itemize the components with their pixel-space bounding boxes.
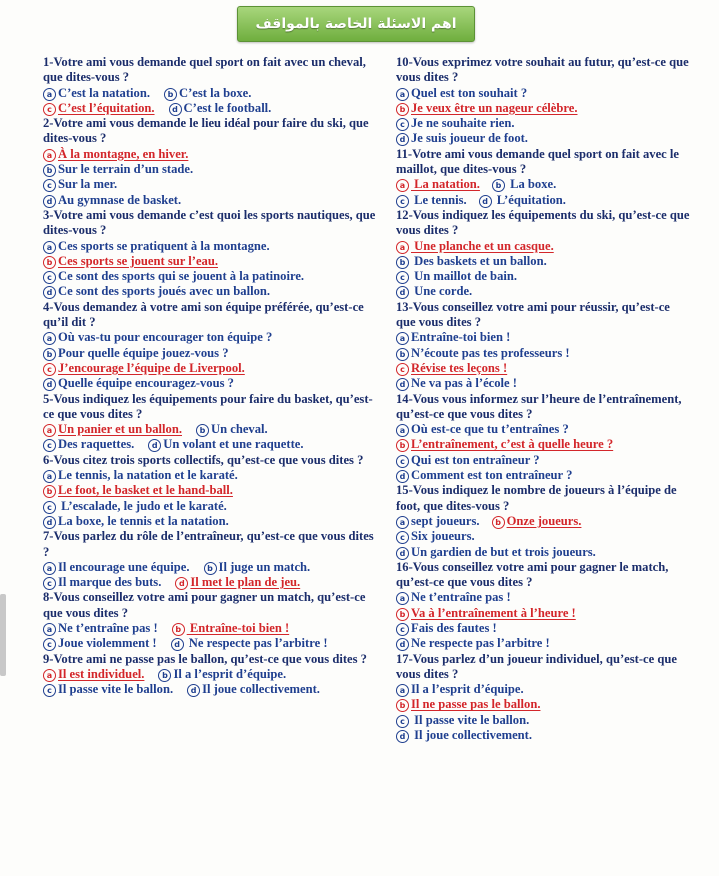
option-text: Des baskets et un ballon. [411, 253, 547, 268]
answer-option [187, 682, 320, 696]
answer-option [396, 269, 692, 284]
option-text: L’équitation. [493, 192, 566, 207]
option-text: Ce sont des sports joués avec un ballon. [58, 284, 271, 299]
option-text: Je ne souhaite rien. [411, 116, 515, 131]
option-text: Ne respecte pas l’arbitre ! [185, 636, 328, 651]
option-letter-icon: b [396, 699, 409, 712]
option-letter-icon: c [43, 271, 56, 284]
option-letter-icon: b [396, 256, 409, 269]
answer-option [43, 346, 377, 361]
question-text: 6-Vous citez trois sports collectifs, qu’est-ce que vous dites ? [43, 452, 364, 467]
answer-option [396, 330, 692, 345]
option-text: Un cheval. [211, 422, 268, 437]
answer-option [396, 621, 692, 636]
answer-option [396, 682, 692, 697]
question-block [396, 483, 692, 559]
option-text: Sur la mer. [58, 177, 118, 192]
answer-option [396, 545, 692, 560]
option-text: Ne va pas à l’école ! [411, 376, 517, 391]
option-letter-icon: c [396, 531, 409, 544]
correct-answer-option [43, 483, 377, 498]
option-letter-icon: d [396, 730, 409, 743]
answer-option [43, 330, 377, 345]
question-text: 15-Vous indiquez le nombre de joueurs à l’équipe de foot, que dites-vous ? [396, 483, 677, 513]
answer-option [396, 468, 692, 483]
question-block [43, 55, 377, 116]
option-text: Où vas-tu pour encourager ton équipe ? [58, 330, 273, 345]
option-letter-icon: b [492, 179, 505, 192]
option-text: Il juge un match. [218, 559, 311, 574]
option-letter-icon: a [43, 669, 56, 682]
question-block [43, 529, 377, 590]
question-block [43, 392, 377, 453]
option-text: Des raquettes. [58, 437, 135, 452]
correct-answer-option [492, 514, 582, 528]
correct-answer-option [396, 437, 692, 452]
option-row [43, 575, 377, 590]
answer-option [492, 177, 556, 191]
option-text: Je suis joueur de foot. [411, 131, 528, 146]
option-letter-icon: d [169, 103, 182, 116]
option-text: L’escalade, le judo et le karaté. [58, 498, 227, 513]
question-block [396, 560, 692, 652]
option-letter-icon: c [43, 179, 56, 192]
option-letter-icon: b [158, 669, 171, 682]
option-text: Un panier et un ballon. [58, 422, 182, 437]
option-row [43, 422, 377, 437]
option-text: Joue violemment ! [58, 636, 157, 651]
option-letter-icon: a [43, 332, 56, 345]
option-letter-icon: d [396, 547, 409, 560]
option-text: La boxe, le tennis et la natation. [58, 513, 229, 528]
option-text: Le tennis. [411, 192, 467, 207]
option-letter-icon: a [43, 149, 56, 162]
option-text: Il marque des buts. [58, 575, 162, 590]
question-block [396, 392, 692, 484]
option-text: Il a l’esprit d’équipe. [173, 666, 287, 681]
option-text: Ne t’entraîne pas ! [411, 590, 511, 605]
option-text: Il joue collectivement. [202, 682, 320, 697]
option-letter-icon: d [148, 439, 161, 452]
option-letter-icon: a [396, 332, 409, 345]
option-text: Je veux être un nageur célèbre. [411, 100, 578, 115]
answer-option [164, 86, 251, 100]
option-letter-icon: a [396, 241, 409, 254]
option-text: Ces sports se jouent sur l’eau. [58, 253, 218, 268]
correct-answer-option [396, 697, 692, 712]
option-text: Il joue collectivement. [411, 728, 532, 743]
answer-option [396, 529, 692, 544]
question-text: 17-Vous parlez d’un joueur individuel, qu’est-ce que vous dites ? [396, 651, 677, 681]
question-block [43, 300, 377, 392]
option-text: Révise tes leçons ! [411, 360, 508, 375]
question-text: 13-Vous conseillez votre ami pour réussir, qu’est-ce que vous dites ? [396, 299, 670, 330]
question-text: 11-Votre ami vous demande quel sport on fait avec le maillot, que dites-vous ? [396, 146, 680, 177]
option-letter-icon: a [396, 179, 409, 192]
answer-option [396, 346, 692, 361]
option-letter-icon: d [171, 638, 184, 651]
question-block [396, 652, 692, 744]
answer-option [396, 422, 692, 437]
answer-option [43, 162, 377, 177]
option-text: Va à l’entraînement à l’heure ! [411, 605, 576, 620]
option-letter-icon: d [396, 470, 409, 483]
correct-answer-option [396, 361, 692, 376]
question-text: 1-Votre ami vous demande quel sport on fait avec un cheval, que dites-vous ? [43, 55, 366, 85]
option-text: J’encourage l’équipe de Liverpool. [58, 360, 245, 375]
answer-option [43, 575, 161, 589]
option-letter-icon: d [43, 378, 56, 391]
option-text: Où est-ce que tu t’entraînes ? [411, 422, 569, 437]
question-block [43, 453, 377, 529]
question-block [43, 590, 377, 651]
option-text: Ce sont des sports qui se jouent à la patinoire. [58, 269, 305, 284]
option-letter-icon: a [396, 684, 409, 697]
option-letter-icon: c [396, 118, 409, 131]
option-text: Une corde. [411, 284, 473, 299]
answer-option [196, 422, 268, 436]
answer-option [171, 636, 328, 650]
question-text: 12-Vous indiquez les équipements du ski, qu’est-ce que vous dites ? [396, 207, 690, 238]
option-row [396, 514, 692, 529]
option-letter-icon: d [396, 638, 409, 651]
option-letter-icon: b [396, 348, 409, 361]
correct-answer-option [396, 239, 692, 254]
correct-answer-option [175, 575, 300, 589]
question-block [43, 116, 377, 208]
answer-option [396, 728, 692, 743]
option-letter-icon: a [396, 424, 409, 437]
option-text: Une planche et un casque. [411, 238, 554, 253]
option-letter-icon: a [396, 592, 409, 605]
option-row [43, 667, 377, 682]
option-text: À la montagne, en hiver. [58, 146, 189, 161]
option-text: Il met le plan de jeu. [190, 575, 301, 590]
option-text: Il passe vite le ballon. [411, 712, 530, 727]
option-text: Pour quelle équipe jouez-vous ? [58, 345, 229, 360]
option-letter-icon: c [396, 195, 409, 208]
option-letter-icon: c [43, 363, 56, 376]
option-letter-icon: b [164, 88, 177, 101]
question-text: 2-Votre ami vous demande le lieu idéal pour faire du ski, que dites-vous ? [43, 116, 369, 146]
answer-option [158, 667, 286, 681]
answer-option [43, 193, 377, 208]
title-banner [237, 6, 475, 42]
answer-option [43, 376, 377, 391]
question-text: 16-Vous conseillez votre ami pour gagner le match, qu’est-ce que vous dites ? [396, 559, 669, 590]
option-letter-icon: c [396, 455, 409, 468]
question-text: 7-Vous parlez du rôle de l’entraîneur, qu’est-ce que vous dites ? [43, 529, 374, 559]
option-text: Qui est ton entraîneur ? [411, 452, 540, 467]
left-edge-marker [0, 594, 6, 676]
option-letter-icon: c [396, 623, 409, 636]
option-letter-icon: b [492, 516, 505, 529]
option-text: C’est le football. [183, 100, 272, 115]
answer-option [396, 116, 692, 131]
option-text: Quelle équipe encouragez-vous ? [58, 376, 234, 391]
option-letter-icon: a [43, 241, 56, 254]
question-block [396, 147, 692, 208]
right-column [396, 55, 692, 743]
option-text: Un volant et une raquette. [163, 437, 304, 452]
correct-answer-option [396, 177, 480, 191]
option-letter-icon: b [43, 348, 56, 361]
option-letter-icon: c [43, 684, 56, 697]
option-text: sept joueurs. [411, 513, 480, 528]
option-letter-icon: c [396, 363, 409, 376]
option-letter-icon: c [43, 501, 56, 514]
correct-answer-option [43, 422, 182, 436]
question-text: 5-Vous indiquez les équipements pour faire du basket, qu’est-ce que vous dites ? [43, 391, 373, 421]
option-letter-icon: d [396, 378, 409, 391]
option-letter-icon: d [43, 286, 56, 299]
option-row [43, 621, 377, 636]
answer-option [396, 636, 692, 651]
question-text: 14-Vous vous informez sur l’heure de l’entraînement, qu’est-ce que vous dites ? [396, 391, 682, 421]
answer-option [396, 453, 692, 468]
answer-option [396, 131, 692, 146]
option-text: Il encourage une équipe. [58, 559, 190, 574]
option-text: Sur le terrain d’un stade. [58, 162, 194, 177]
option-letter-icon: c [43, 577, 56, 590]
option-text: La natation. [411, 177, 480, 192]
answer-option [43, 437, 134, 451]
option-row [43, 101, 377, 116]
question-text: 9-Votre ami ne passe pas le ballon, qu’est-ce que vous dites ? [43, 651, 367, 666]
answer-option [43, 682, 173, 696]
correct-answer-option [43, 361, 377, 376]
option-letter-icon: b [172, 623, 185, 636]
option-letter-icon: d [187, 684, 200, 697]
option-letter-icon: c [43, 638, 56, 651]
answer-option [396, 254, 692, 269]
question-block [43, 208, 377, 300]
option-letter-icon: c [396, 715, 409, 728]
option-letter-icon: b [43, 485, 56, 498]
option-text: Le foot, le basket et le hand-ball. [58, 483, 233, 498]
option-text: Entraîne-toi bien ! [411, 330, 511, 345]
option-row [43, 682, 377, 697]
option-row [396, 193, 692, 208]
answer-option [396, 284, 692, 299]
answer-option [396, 514, 480, 528]
option-text: Un gardien de but et trois joueurs. [411, 544, 596, 559]
option-text: Ces sports se pratiquent à la montagne. [58, 238, 270, 253]
option-letter-icon: c [43, 103, 56, 116]
option-letter-icon: d [43, 516, 56, 529]
correct-answer-option [43, 254, 377, 269]
option-text: Il a l’esprit d’équipe. [411, 682, 524, 697]
option-letter-icon: a [396, 88, 409, 101]
option-letter-icon: b [396, 103, 409, 116]
answer-option [204, 560, 311, 574]
question-text: 10-Vous exprimez votre souhait au futur, qu’est-ce que vous dites ? [396, 55, 689, 85]
correct-answer-option [396, 606, 692, 621]
option-row [43, 560, 377, 575]
answer-option [43, 468, 377, 483]
question-text: 4-Vous demandez à votre ami son équipe préférée, qu’est-ce qu’il dit ? [43, 299, 364, 330]
answer-option [479, 193, 566, 207]
option-letter-icon: b [196, 424, 209, 437]
option-text: Un maillot de bain. [411, 269, 518, 284]
answer-option [43, 560, 190, 574]
option-row [43, 636, 377, 651]
option-text: C’est l’équitation. [58, 100, 155, 115]
correct-answer-option [43, 101, 155, 115]
option-text: La boxe. [506, 177, 557, 192]
option-text: Il est individuel. [58, 666, 145, 681]
answer-option [43, 86, 150, 100]
option-text: L’entraînement, c’est à quelle heure ? [411, 437, 614, 452]
answer-option [169, 101, 272, 115]
answer-option [43, 284, 377, 299]
page-title: اهم الاسئلة الخاصة بالمواقف [255, 16, 457, 32]
question-block [396, 208, 692, 300]
option-text: Six joueurs. [411, 529, 475, 544]
answer-option [43, 177, 377, 192]
question-block [396, 55, 692, 147]
option-text: Fais des fautes ! [411, 620, 497, 635]
option-letter-icon: a [43, 424, 56, 437]
option-letter-icon: b [396, 608, 409, 621]
option-letter-icon: b [43, 164, 56, 177]
answer-option [43, 239, 377, 254]
answer-option [43, 514, 377, 529]
answer-option [148, 437, 303, 451]
option-letter-icon: d [43, 195, 56, 208]
option-letter-icon: a [43, 562, 56, 575]
option-text: Quel est ton souhait ? [411, 85, 528, 100]
option-row [43, 86, 377, 101]
answer-option [43, 636, 157, 650]
answer-option [396, 713, 692, 728]
option-text: Au gymnase de basket. [58, 192, 182, 207]
option-row [396, 177, 692, 192]
option-text: N’écoute pas tes professeurs ! [411, 345, 570, 360]
option-letter-icon: b [43, 256, 56, 269]
answer-option [43, 269, 377, 284]
option-text: Entraîne-toi bien ! [186, 620, 290, 635]
option-letter-icon: b [204, 562, 217, 575]
answer-option [396, 590, 692, 605]
answer-option [396, 193, 467, 207]
question-text: 3-Votre ami vous demande c’est quoi les sports nautiques, que dites-vous ? [43, 207, 376, 238]
option-text: Ne t’entraîne pas ! [58, 620, 158, 635]
option-row [43, 437, 377, 452]
option-text: Comment est ton entraîneur ? [411, 468, 573, 483]
option-letter-icon: d [175, 577, 188, 590]
left-column [43, 55, 377, 697]
option-text: Il ne passe pas le ballon. [411, 697, 541, 712]
answer-option [43, 499, 377, 514]
answer-option [396, 376, 692, 391]
correct-answer-option [172, 621, 290, 635]
option-letter-icon: a [43, 470, 56, 483]
option-text: C’est la boxe. [179, 85, 252, 100]
option-text: Il passe vite le ballon. [58, 682, 174, 697]
option-text: C’est la natation. [58, 85, 150, 100]
correct-answer-option [43, 147, 377, 162]
answer-option [43, 621, 158, 635]
option-letter-icon: a [43, 623, 56, 636]
correct-answer-option [396, 101, 692, 116]
option-letter-icon: d [396, 133, 409, 146]
option-text: Onze joueurs. [506, 513, 582, 528]
question-block [43, 652, 377, 698]
option-letter-icon: b [396, 439, 409, 452]
option-letter-icon: c [43, 439, 56, 452]
option-letter-icon: a [43, 88, 56, 101]
option-letter-icon: c [396, 271, 409, 284]
question-text: 8-Vous conseillez votre ami pour gagner un match, qu’est-ce que vous dites ? [43, 590, 366, 620]
option-text: Ne respecte pas l’arbitre ! [411, 636, 550, 651]
question-block [396, 300, 692, 392]
answer-option [396, 86, 692, 101]
option-letter-icon: a [396, 516, 409, 529]
option-text: Le tennis, la natation et le karaté. [58, 468, 238, 483]
option-letter-icon: d [479, 195, 492, 208]
option-letter-icon: d [396, 286, 409, 299]
correct-answer-option [43, 667, 144, 681]
